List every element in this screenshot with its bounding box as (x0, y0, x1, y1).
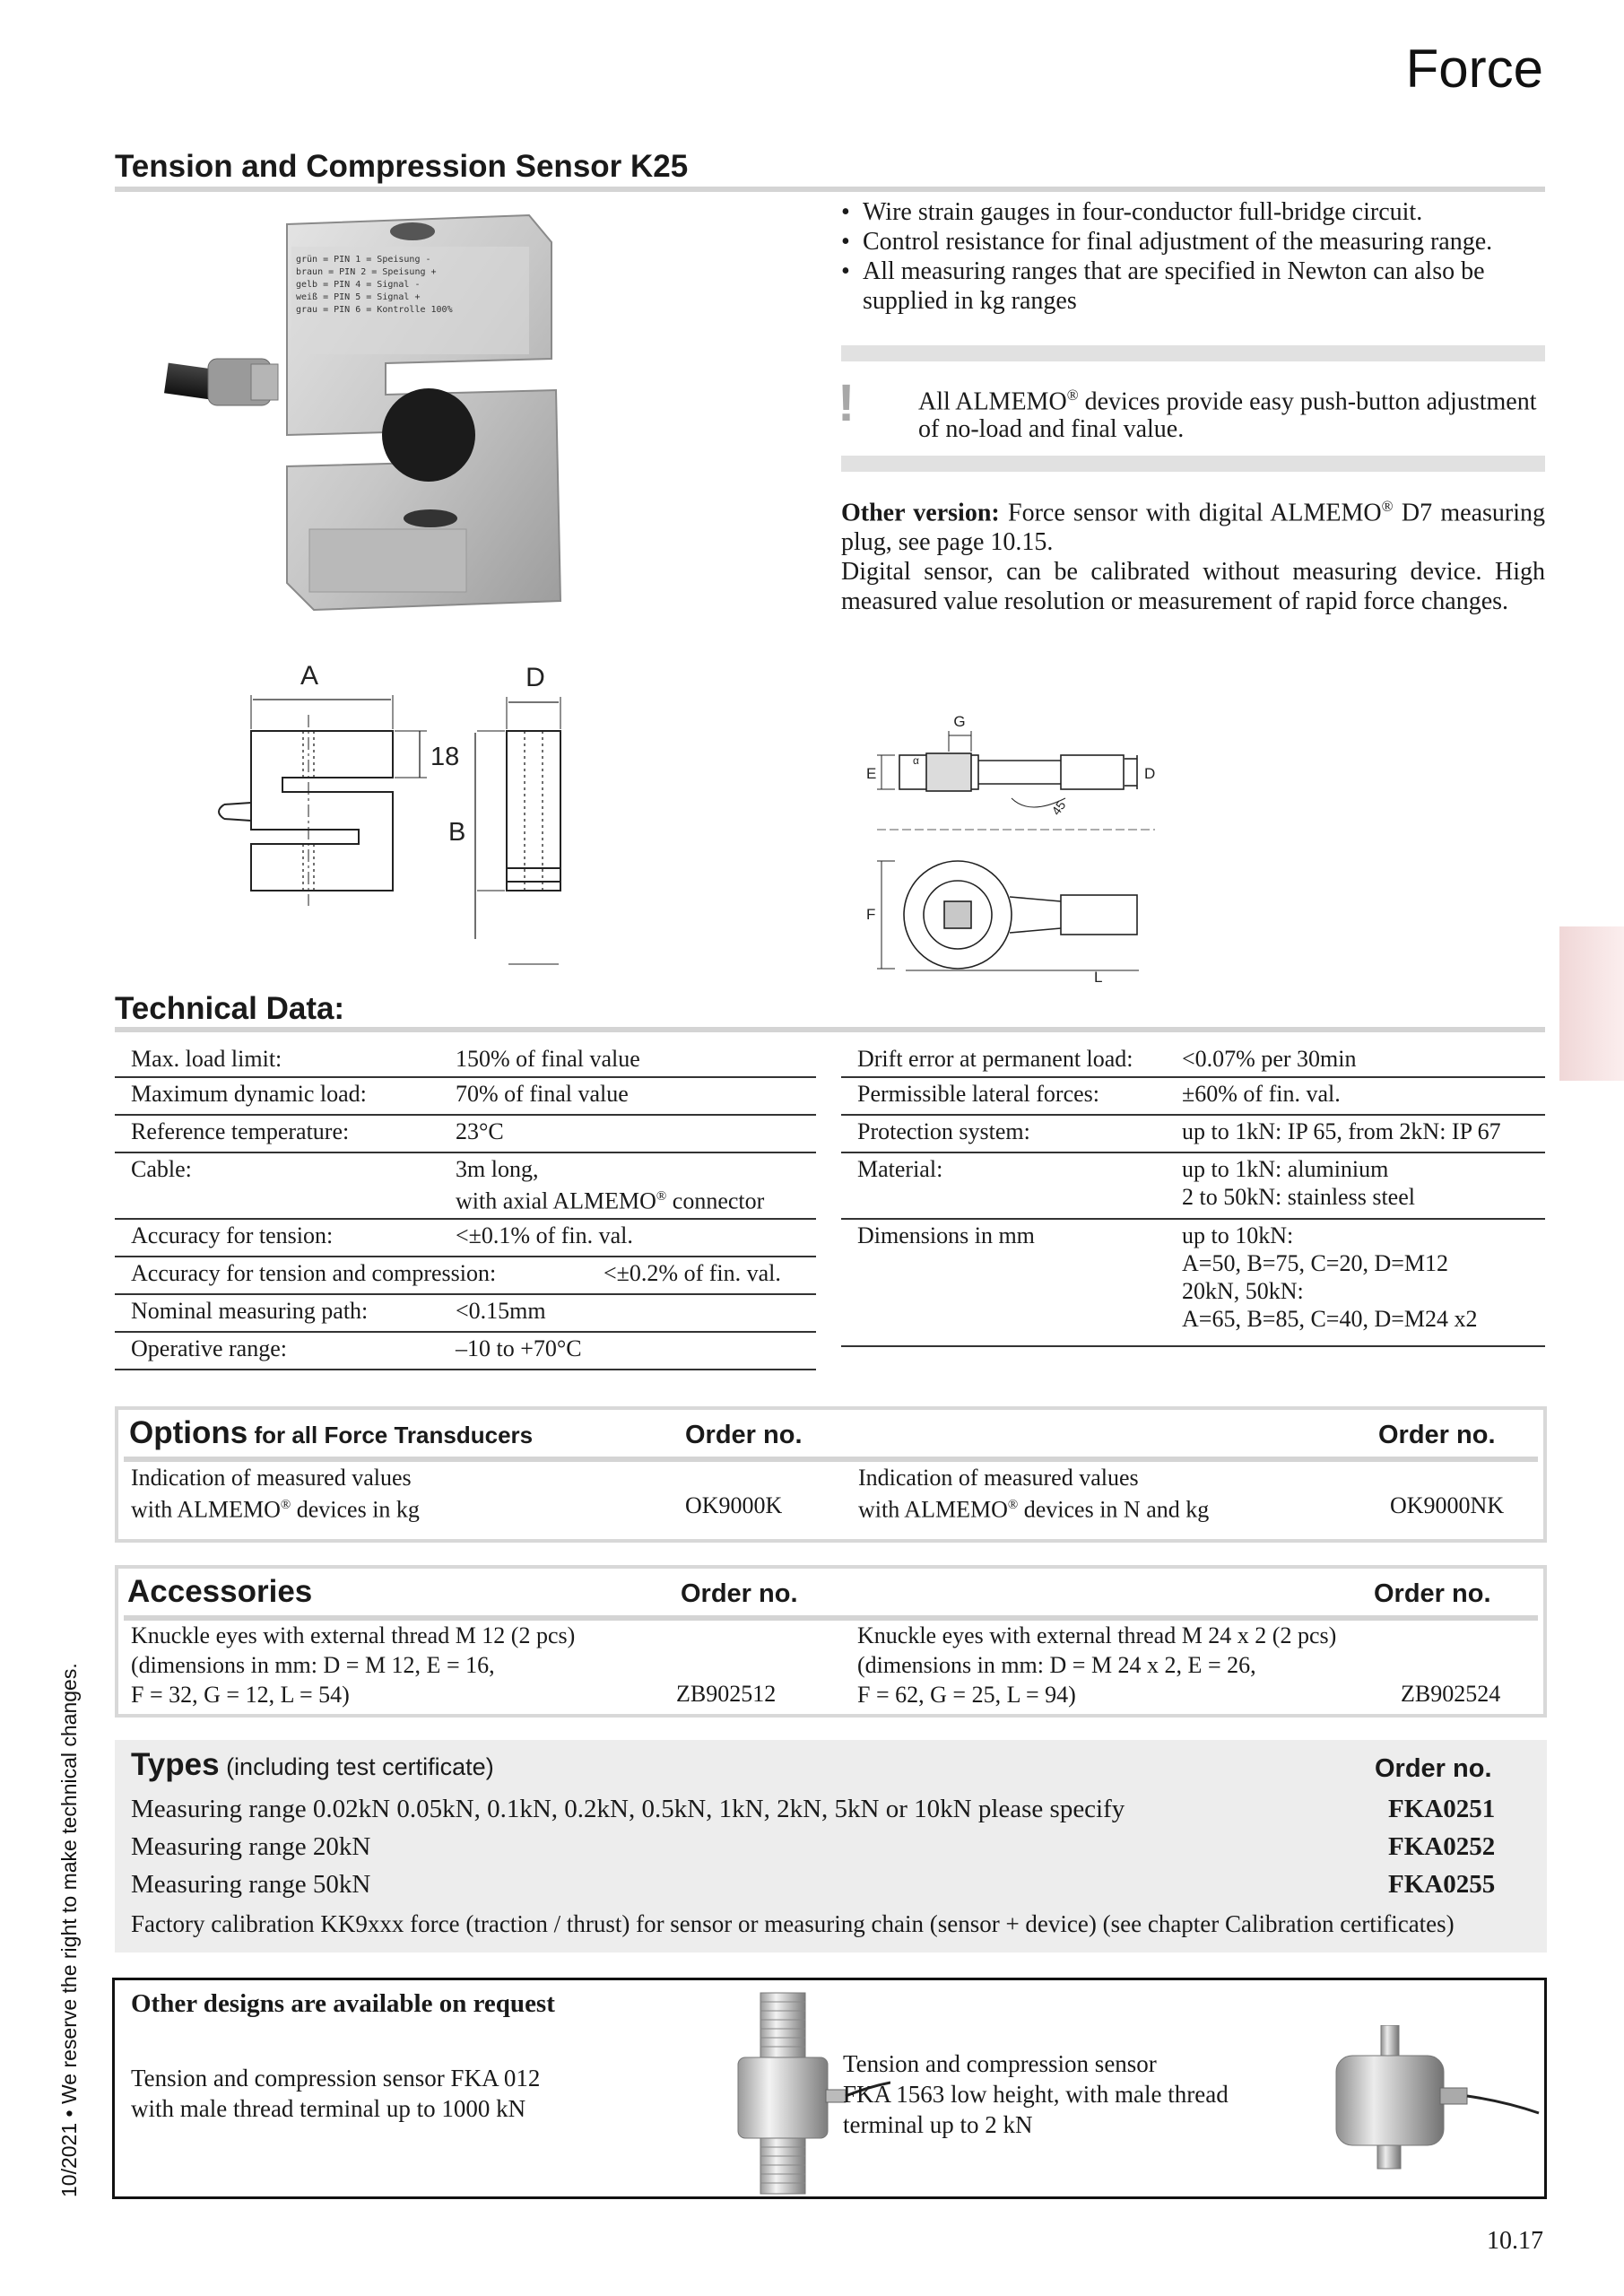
svg-text:braun = PIN 2 = Speisung +: braun = PIN 2 = Speisung + (296, 267, 437, 277)
fka012-text: Tension and compression sensor FKA 012 with male thread terminal up to 1000 kN (131, 2065, 541, 2122)
option-nkg-text: Indication of measured values with ALMEMO® devices in N and kg (858, 1465, 1210, 1523)
other-version-label: Other version: (841, 499, 1000, 527)
options-rule (124, 1457, 1538, 1462)
tech-row-max-load: Max. load limit: 150% of final value (115, 1043, 816, 1078)
accessories-box (115, 1565, 1547, 1718)
options-order-header-2: Order no. (1378, 1421, 1496, 1449)
feature-item: • Wire strain gauges in four-conductor full-bridge circuit. (841, 197, 1550, 227)
accessory-m12-text: Knuckle eyes with external thread M 12 (2 pcs) (dimensions in mm: D = M 12, E = 16, F = 32, G = 12, L = 54) (131, 1622, 576, 1708)
option-kg-order: OK9000K (685, 1492, 783, 1518)
note-text: All ALMEMO® devices provide easy push-button adjustment of no-load and final value. (918, 387, 1537, 444)
technical-data-title: Technical Data: (115, 991, 345, 1026)
option-nkg-order: OK9000NK (1390, 1492, 1505, 1518)
options-heading: Options for all Force Transducers (129, 1415, 534, 1450)
options-order-header-1: Order no. (685, 1421, 803, 1449)
tech-data-right (841, 1043, 1545, 1347)
type-order-fka0255: FKA0255 (1388, 1870, 1496, 1899)
type-row-20kn: Measuring range 20kN (131, 1832, 371, 1861)
other-version-text: Other version: Force sensor with digital ALMEMO® D7 measuring plug, see page 10.15. Digital sensor, can be calibrated without measuring device. High measured value resolution or measurement of rapid force changes. (841, 498, 1545, 616)
chapter-side-tab (1559, 926, 1624, 1081)
feature-item: • Control resistance for final adjustment of the measuring range. (841, 227, 1550, 257)
tech-row-material: Material: up to 1kN: aluminium 2 to 50kN: stainless steel (841, 1153, 1545, 1220)
dim-label-18: 18 (430, 743, 460, 771)
tech-row-cable: Cable: 3m long, with axial ALMEMO® connector (115, 1153, 816, 1220)
exclamation-icon: ! (838, 374, 855, 432)
accessory-m24-order: ZB902524 (1401, 1681, 1501, 1707)
fka1563-photo (1281, 2025, 1541, 2182)
dim-label-a: A (300, 661, 319, 691)
knuckle-eye-drawing (859, 691, 1218, 987)
types-calibration-note: Factory calibration KK9xxx force (traction / thrust) for sensor or measuring chain (sensor + device) (see chapter Calibration certificates) (131, 1910, 1455, 1937)
types-box (115, 1740, 1547, 1952)
page-number: 10.17 (1487, 2227, 1543, 2255)
dim-label-alpha: α (913, 754, 919, 767)
other-designs-box (112, 1978, 1547, 2199)
svg-text:grau = PIN 6 = Kontrolle 100%: grau = PIN 6 = Kontrolle 100% (296, 305, 453, 315)
types-heading: Types (including test certificate) (131, 1747, 494, 1782)
tech-row-protection: Protection system: up to 1kN: IP 65, from 2kN: IP 67 (841, 1116, 1545, 1153)
types-order-header: Order no. (1375, 1754, 1492, 1783)
other-designs-title: Other designs are available on request (131, 1989, 555, 2018)
type-row-50kn: Measuring range 50kN (131, 1870, 371, 1899)
tech-row-operative-range: Operative range: –10 to +70°C (115, 1333, 816, 1370)
technical-data-rule (115, 1027, 1545, 1032)
options-box (115, 1406, 1547, 1543)
accessories-heading: Accessories (127, 1574, 313, 1609)
tech-row-accuracy-tc: Accuracy for tension and compression: <±0.2% of fin. val. (115, 1257, 816, 1295)
feature-item: • All measuring ranges that are specified in Newton can also be supplied in kg ranges (841, 257, 1550, 316)
tech-row-drift: Drift error at permanent load: <0.07% per 30min (841, 1043, 1545, 1078)
dim-label-e: E (866, 765, 877, 782)
side-notice: 10/2021 • We reserve the right to make technical changes. (57, 1663, 81, 2197)
option-kg-text: Indication of measured values with ALMEMO® devices in kg (131, 1465, 420, 1523)
k25-sensor-photo (152, 206, 574, 619)
dim-label-45: 45 (1048, 797, 1069, 818)
fka1563-text: Tension and compression sensor FKA 1563 low height, with male thread terminal up to 2 kN (843, 2050, 1229, 2138)
tech-row-dimensions: Dimensions in mm up to 10kN: A=50, B=75, C=20, D=M12 20kN, 50kN: A=65, B=85, C=40, D=M24 x2 (841, 1220, 1545, 1347)
k25-dimension-drawing (188, 659, 583, 996)
svg-text:grün = PIN 1 = Speisung -: grün = PIN 1 = Speisung - (296, 255, 431, 265)
tech-data-left (115, 1043, 816, 1370)
dim-label-f: F (866, 906, 876, 923)
tech-row-measuring-path: Nominal measuring path: <0.15mm (115, 1295, 816, 1333)
type-row-10kn: Measuring range 0.02kN 0.05kN, 0.1kN, 0.2kN, 0.5kN, 1kN, 2kN, 5kN or 10kN please specify (131, 1795, 1125, 1823)
accessory-m12-order: ZB902512 (676, 1681, 777, 1707)
title-rule (115, 187, 1545, 192)
dim-label-g: G (953, 713, 966, 730)
dim-label-b: B (448, 818, 466, 847)
tech-row-ref-temp: Reference temperature: 23°C (115, 1116, 816, 1153)
dim-label-d: D (525, 663, 545, 692)
tech-row-dynamic-load: Maximum dynamic load: 70% of final value (115, 1078, 816, 1116)
tech-row-lateral: Permissible lateral forces: ±60% of fin. val. (841, 1078, 1545, 1116)
note-bar-bottom (841, 456, 1545, 472)
note-bar-top (841, 345, 1545, 361)
tech-row-accuracy-tension: Accuracy for tension: <±0.1% of fin. val. (115, 1220, 816, 1257)
feature-list (841, 197, 1550, 316)
svg-text:weiß = PIN 5 = Signal +: weiß = PIN 5 = Signal + (296, 292, 421, 302)
accessory-m24-text: Knuckle eyes with external thread M 24 x 2 (2 pcs) (dimensions in mm: D = M 24 x 2, E = 26, F = 62, G = 25, L = 94) (857, 1622, 1337, 1708)
svg-text:gelb = PIN 4 = Signal -: gelb = PIN 4 = Signal - (296, 280, 421, 290)
type-order-fka0251: FKA0251 (1388, 1795, 1496, 1823)
chapter-title: Force (1405, 39, 1543, 99)
accessories-order-header-2: Order no. (1374, 1579, 1491, 1608)
dim-label-l: L (1094, 969, 1103, 986)
type-order-fka0252: FKA0252 (1388, 1832, 1496, 1861)
page-title: Tension and Compression Sensor K25 (115, 149, 689, 184)
dim-label-d2: D (1144, 765, 1156, 782)
accessories-order-header-1: Order no. (681, 1579, 798, 1608)
